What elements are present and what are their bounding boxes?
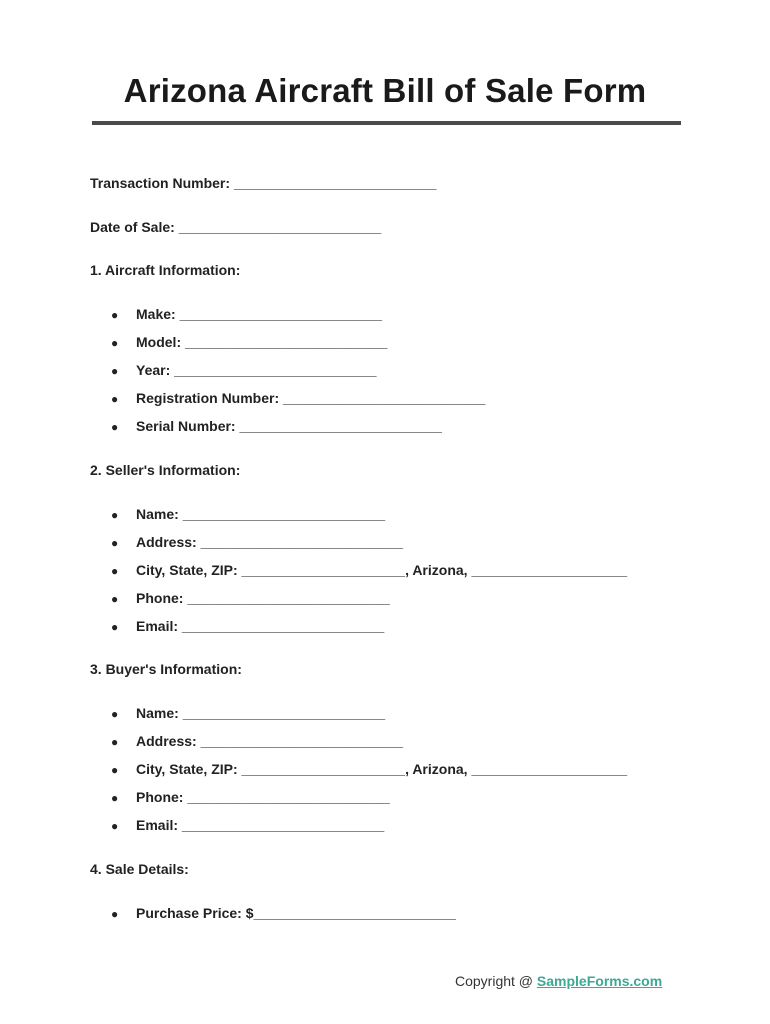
buyer-city-state-zip-field bbox=[111, 760, 627, 779]
seller-email-blank[interactable]: __________________________ bbox=[181, 618, 385, 634]
copyright-prefix: Copyright @ bbox=[455, 973, 537, 989]
aircraft-model-label: Model: bbox=[136, 334, 182, 350]
bullet-icon: ● bbox=[111, 420, 119, 434]
buyer-city-label: City, State, ZIP: bbox=[136, 761, 238, 777]
transaction-number-blank[interactable]: __________________________ bbox=[233, 175, 437, 191]
aircraft-make-field bbox=[111, 305, 382, 324]
section-heading-aircraft: 1. Aircraft Information: bbox=[90, 262, 241, 278]
bullet-icon: ● bbox=[111, 536, 119, 550]
aircraft-registration-label: Registration Number: bbox=[136, 390, 280, 406]
seller-address-field bbox=[111, 533, 403, 552]
date-of-sale-blank[interactable]: __________________________ bbox=[178, 219, 382, 235]
aircraft-registration-field bbox=[111, 389, 485, 408]
seller-phone-blank[interactable]: __________________________ bbox=[187, 590, 390, 606]
sampleforms-link[interactable]: SampleForms.com bbox=[536, 973, 663, 989]
buyer-email-blank[interactable]: __________________________ bbox=[181, 817, 385, 833]
bullet-icon: ● bbox=[111, 791, 119, 805]
seller-phone-field bbox=[111, 589, 390, 608]
buyer-city-blank[interactable]: _____________________ bbox=[241, 761, 406, 777]
seller-name-label: Name: bbox=[136, 506, 179, 522]
bullet-icon: ● bbox=[111, 819, 119, 833]
buyer-state-text: , Arizona, bbox=[405, 761, 468, 777]
buyer-name-label: Name: bbox=[136, 705, 179, 721]
buyer-email-label: Email: bbox=[136, 817, 179, 833]
seller-city-blank[interactable]: _____________________ bbox=[241, 562, 406, 578]
bullet-icon: ● bbox=[111, 592, 119, 606]
bullet-icon: ● bbox=[111, 392, 119, 406]
buyer-email-field bbox=[111, 816, 384, 835]
bullet-icon: ● bbox=[111, 735, 119, 749]
purchase-price-field bbox=[111, 904, 456, 923]
section-heading-sale: 4. Sale Details: bbox=[90, 861, 189, 877]
bullet-icon: ● bbox=[111, 620, 119, 634]
aircraft-make-label: Make: bbox=[136, 306, 176, 322]
seller-city-state-zip-field bbox=[111, 561, 627, 580]
seller-address-label: Address: bbox=[136, 534, 197, 550]
seller-email-field bbox=[111, 617, 384, 636]
date-of-sale-label: Date of Sale: bbox=[90, 219, 175, 235]
seller-name-blank[interactable]: __________________________ bbox=[182, 506, 386, 522]
aircraft-serial-label: Serial Number: bbox=[136, 418, 236, 434]
buyer-phone-field bbox=[111, 788, 390, 807]
aircraft-registration-blank[interactable]: __________________________ bbox=[283, 390, 486, 406]
buyer-name-blank[interactable]: __________________________ bbox=[182, 705, 386, 721]
bullet-icon: ● bbox=[111, 364, 119, 378]
bullet-icon: ● bbox=[111, 707, 119, 721]
bullet-icon: ● bbox=[111, 763, 119, 777]
buyer-phone-label: Phone: bbox=[136, 789, 184, 805]
bullet-icon: ● bbox=[111, 508, 119, 522]
aircraft-serial-blank[interactable]: __________________________ bbox=[239, 418, 442, 434]
bullet-icon: ● bbox=[111, 308, 119, 322]
buyer-address-blank[interactable]: __________________________ bbox=[200, 733, 404, 749]
seller-name-field bbox=[111, 505, 385, 524]
bullet-icon: ● bbox=[111, 907, 119, 921]
buyer-phone-blank[interactable]: __________________________ bbox=[187, 789, 390, 805]
purchase-price-label: Purchase Price: $ bbox=[136, 905, 254, 921]
section-heading-seller: 2. Seller's Information: bbox=[90, 462, 241, 478]
bullet-icon: ● bbox=[111, 564, 119, 578]
bullet-icon: ● bbox=[111, 336, 119, 350]
aircraft-make-blank[interactable]: __________________________ bbox=[179, 306, 383, 322]
aircraft-year-blank[interactable]: __________________________ bbox=[174, 362, 377, 378]
seller-state-text: , Arizona, bbox=[405, 562, 468, 578]
seller-email-label: Email: bbox=[136, 618, 179, 634]
transaction-number-label: Transaction Number: bbox=[90, 175, 231, 191]
seller-city-label: City, State, ZIP: bbox=[136, 562, 238, 578]
seller-address-blank[interactable]: __________________________ bbox=[200, 534, 404, 550]
transaction-number-field bbox=[90, 174, 436, 192]
date-of-sale-field bbox=[90, 218, 381, 236]
aircraft-year-label: Year: bbox=[136, 362, 171, 378]
aircraft-year-field bbox=[111, 361, 377, 380]
seller-phone-label: Phone: bbox=[136, 590, 184, 606]
aircraft-model-field bbox=[111, 333, 387, 352]
aircraft-serial-field bbox=[111, 417, 442, 436]
title-divider bbox=[92, 121, 681, 125]
buyer-name-field bbox=[111, 704, 385, 723]
buyer-zip-blank[interactable]: ____________________ bbox=[471, 761, 628, 777]
copyright-footer bbox=[455, 973, 662, 989]
seller-zip-blank[interactable]: ____________________ bbox=[471, 562, 628, 578]
buyer-address-field bbox=[111, 732, 403, 751]
section-heading-buyer: 3. Buyer's Information: bbox=[90, 661, 242, 677]
purchase-price-blank[interactable]: __________________________ bbox=[253, 905, 456, 921]
aircraft-model-blank[interactable]: __________________________ bbox=[185, 334, 388, 350]
form-title: Arizona Aircraft Bill of Sale Form bbox=[123, 72, 647, 109]
buyer-address-label: Address: bbox=[136, 733, 197, 749]
